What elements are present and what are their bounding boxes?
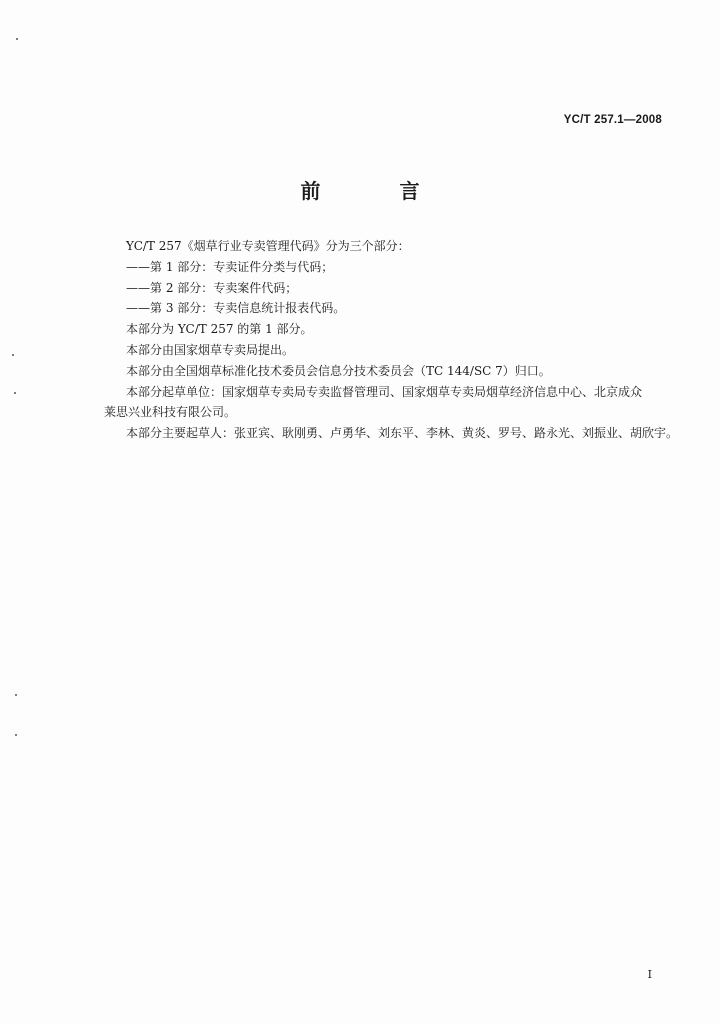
scan-speck [14,392,16,394]
list-item-part-3: ——第 3 部分：专卖信息统计报表代码。 [126,301,346,316]
page-number: I [647,968,652,981]
scan-speck [16,38,18,40]
scan-speck [15,694,17,696]
paragraph-drafters: 本部分主要起草人：张亚宾、耿刚勇、卢勇华、刘东平、李林、黄炎、罗号、路永光、刘振业、胡欣宇。 [126,426,679,441]
paragraph-drafting-units: 本部分起草单位：国家烟草专卖局专卖监督管理司、国家烟草专卖局烟草经济信息中心、北京成众 [126,384,643,399]
standard-code: YC/T 257.1—2008 [563,114,662,126]
paragraph-intro: YC/T 257《烟草行业专卖管理代码》分为三个部分： [126,239,410,253]
scan-speck [15,734,17,736]
paragraph-drafting-units-cont: 莱思兴业科技有限公司。 [104,405,237,420]
paragraph-this-part: 本部分为 YC/T 257 的第 1 部分。 [126,322,313,337]
page-title: 前 言 [300,179,456,203]
foreword-body [104,236,679,444]
scan-speck [12,354,14,356]
list-item-part-2: ——第 2 部分：专卖案件代码； [126,280,298,295]
paragraph-centralized-by: 本部分由全国烟草标准化技术委员会信息分技术委员会（TC 144/SC 7）归口。 [126,363,551,378]
paragraph-proposed-by: 本部分由国家烟草专卖局提出。 [126,342,295,357]
list-item-part-1: ——第 1 部分：专卖证件分类与代码； [126,259,334,274]
